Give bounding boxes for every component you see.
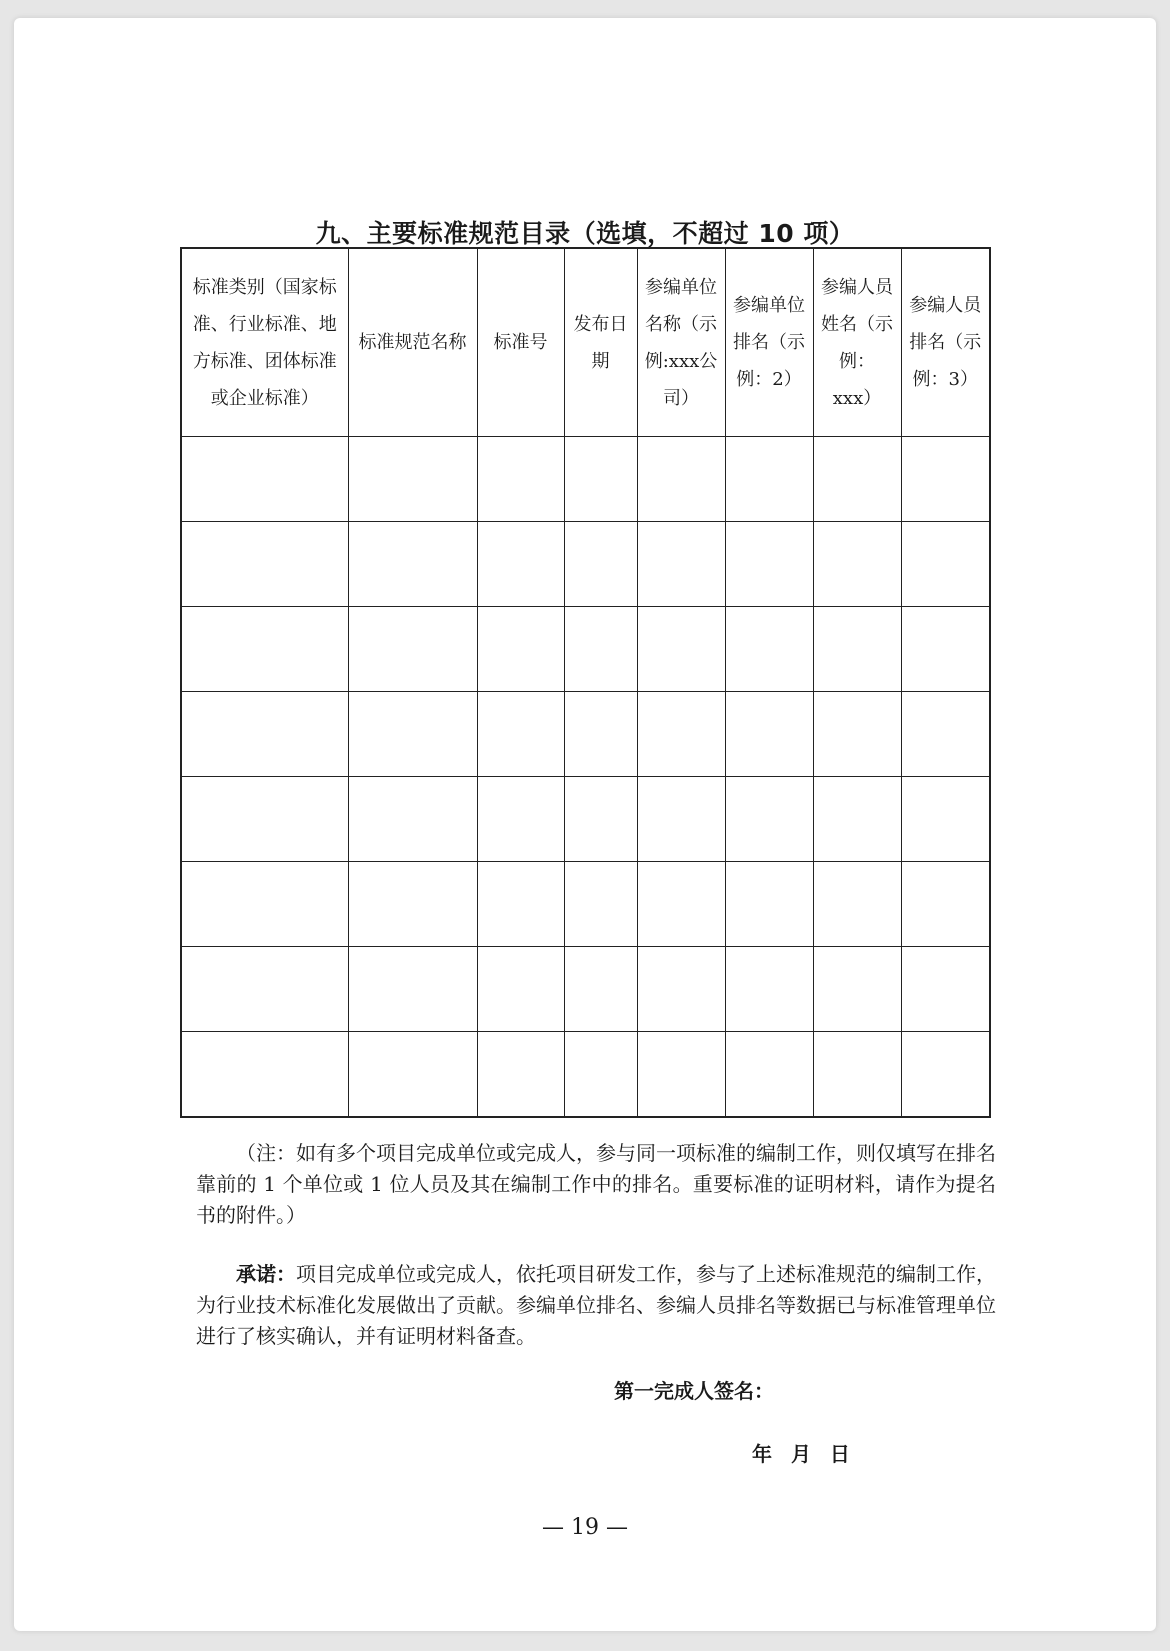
table-cell[interactable] — [477, 947, 564, 1032]
table-cell[interactable] — [477, 1032, 564, 1118]
table-cell[interactable] — [564, 862, 637, 947]
table-cell[interactable] — [348, 947, 477, 1032]
table-cell[interactable] — [564, 777, 637, 862]
table-cell[interactable] — [637, 862, 725, 947]
table-cell[interactable] — [901, 522, 990, 607]
table-cell[interactable] — [181, 522, 348, 607]
promise-paragraph — [196, 1259, 996, 1352]
promise-label: 承诺： — [236, 1262, 296, 1286]
header-standard-category: 标准类别（国家标准、行业标准、地方标准、团体标准或企业标准） — [181, 248, 348, 437]
header-unit-rank: 参编单位排名（示例：2） — [725, 248, 813, 437]
table-note: （注：如有多个项目完成单位或完成人，参与同一项标准的编制工作，则仅填写在排名靠前的 1 个单位或 1 位人员及其在编制工作中的排名。重要标准的证明材料，请作为提名书的附件。） — [196, 1141, 996, 1227]
table-cell[interactable] — [813, 947, 901, 1032]
table-cell[interactable] — [348, 607, 477, 692]
table-cell[interactable] — [477, 862, 564, 947]
table-row — [181, 1032, 990, 1118]
table-cell[interactable] — [901, 1032, 990, 1118]
table-cell[interactable] — [725, 862, 813, 947]
table-header-row — [181, 248, 990, 437]
table-cell[interactable] — [564, 1032, 637, 1118]
table-cell[interactable] — [181, 437, 348, 522]
header-standard-number: 标准号 — [477, 248, 564, 437]
table-cell[interactable] — [725, 522, 813, 607]
table-cell[interactable] — [564, 607, 637, 692]
table-cell[interactable] — [901, 607, 990, 692]
table-cell[interactable] — [725, 777, 813, 862]
table-cell[interactable] — [901, 692, 990, 777]
table-cell[interactable] — [477, 522, 564, 607]
table-cell[interactable] — [813, 777, 901, 862]
table-cell[interactable] — [348, 862, 477, 947]
table-cell[interactable] — [725, 437, 813, 522]
table-row — [181, 947, 990, 1032]
table-cell[interactable] — [725, 692, 813, 777]
table-cell[interactable] — [181, 1032, 348, 1118]
table-cell[interactable] — [477, 777, 564, 862]
table-cell[interactable] — [477, 692, 564, 777]
table-cell[interactable] — [181, 692, 348, 777]
table-cell[interactable] — [813, 1032, 901, 1118]
table-cell[interactable] — [725, 607, 813, 692]
table-cell[interactable] — [637, 947, 725, 1032]
table-cell[interactable] — [901, 862, 990, 947]
date-label: 年 月 日 — [752, 1442, 850, 1466]
table-cell[interactable] — [725, 1032, 813, 1118]
page-number: — 19 — — [542, 1515, 628, 1540]
table-cell[interactable] — [637, 437, 725, 522]
table-cell[interactable] — [564, 947, 637, 1032]
table-cell[interactable] — [348, 522, 477, 607]
header-person-name: 参编人员姓名（示例：xxx） — [813, 248, 901, 437]
table-row — [181, 522, 990, 607]
header-unit-name: 参编单位名称（示例:xxx公司） — [637, 248, 725, 437]
standards-table — [180, 247, 991, 1118]
table-row — [181, 692, 990, 777]
table-cell[interactable] — [181, 607, 348, 692]
promise-text: 项目完成单位或完成人，依托项目研发工作，参与了上述标准规范的编制工作，为行业技术标准化发展做出了贡献。参编单位排名、参编人员排名等数据已与标准管理单位进行了核实确认，并有证明材料备查。 — [196, 1262, 996, 1348]
table-cell[interactable] — [813, 607, 901, 692]
table-cell[interactable] — [348, 692, 477, 777]
table-cell[interactable] — [181, 777, 348, 862]
table-cell[interactable] — [901, 947, 990, 1032]
table-cell[interactable] — [348, 777, 477, 862]
table-cell[interactable] — [181, 947, 348, 1032]
table-cell[interactable] — [813, 692, 901, 777]
table-cell[interactable] — [901, 777, 990, 862]
table-row — [181, 607, 990, 692]
header-person-rank: 参编人员排名（示例：3） — [901, 248, 990, 437]
table-cell[interactable] — [181, 862, 348, 947]
table-cell[interactable] — [813, 437, 901, 522]
table-cell[interactable] — [348, 437, 477, 522]
table-cell[interactable] — [477, 437, 564, 522]
table-row — [181, 437, 990, 522]
table-cell[interactable] — [637, 777, 725, 862]
table-cell[interactable] — [813, 522, 901, 607]
header-publish-date: 发布日期 — [564, 248, 637, 437]
table-cell[interactable] — [637, 607, 725, 692]
table-cell[interactable] — [637, 522, 725, 607]
table-cell[interactable] — [901, 437, 990, 522]
table-cell[interactable] — [564, 522, 637, 607]
document-page — [14, 18, 1156, 1631]
table-cell[interactable] — [564, 437, 637, 522]
table-cell[interactable] — [637, 692, 725, 777]
signature-label: 第一完成人签名： — [614, 1379, 774, 1403]
header-standard-name: 标准规范名称 — [348, 248, 477, 437]
table-row — [181, 777, 990, 862]
table-cell[interactable] — [348, 1032, 477, 1118]
table-cell[interactable] — [564, 692, 637, 777]
table-cell[interactable] — [637, 1032, 725, 1118]
table-cell[interactable] — [725, 947, 813, 1032]
table-row — [181, 862, 990, 947]
table-cell[interactable] — [813, 862, 901, 947]
page-title: 九、主要标准规范目录（选填，不超过 10 项） — [315, 219, 855, 248]
table-cell[interactable] — [477, 607, 564, 692]
